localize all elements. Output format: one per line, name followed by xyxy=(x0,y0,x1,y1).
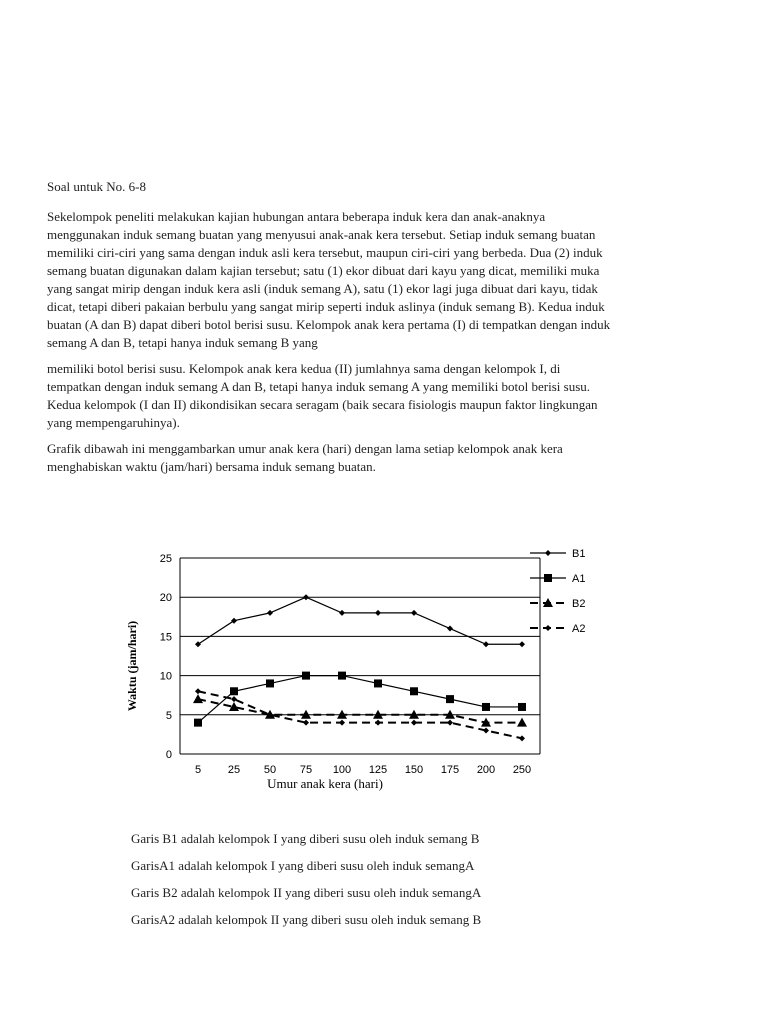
data-point-a2 xyxy=(447,720,453,726)
data-point-b1 xyxy=(519,641,525,647)
note-a2: GarisA2 adalah kelompok II yang diberi susu oleh induk semang B xyxy=(131,912,482,927)
paragraph-line: semang buatan digunakan dalam kajian tersebut; satu (1) ekor dibuat dari kayu yang dicat, memiliki muka xyxy=(47,263,600,278)
data-point-a2 xyxy=(339,720,345,726)
data-point-a1 xyxy=(446,695,454,703)
y-tick-label: 5 xyxy=(165,709,172,722)
data-point-a1 xyxy=(194,719,202,727)
paragraph-line: dicat, tetapi diberi pakaian berbulu yang sangat mirip seperti induk aslinya (induk semang B). Kedua induk xyxy=(47,299,605,314)
data-point-b1 xyxy=(267,610,273,616)
data-point-a2 xyxy=(411,720,417,726)
data-point-a1 xyxy=(518,703,526,711)
y-axis-label: Waktu (jam/hari) xyxy=(125,620,139,712)
x-tick-label: 175 xyxy=(440,764,460,776)
x-tick-label: 25 xyxy=(227,764,241,776)
data-point-a1 xyxy=(410,687,418,695)
data-point-b2 xyxy=(193,694,203,703)
data-point-a2 xyxy=(231,696,237,702)
paragraph-line: Grafik dibawah ini menggambarkan umur anak kera (hari) dengan lama setiap kelompok anak kera xyxy=(47,441,563,456)
data-point-b2 xyxy=(517,718,527,727)
paragraph-line: buatan (A dan B) dapat diberi botol berisi susu. Kelompok anak kera pertama (I) di tempatkan dengan induk xyxy=(47,317,611,332)
data-point-b1 xyxy=(303,594,309,600)
paragraph-line: yang sangat mirip dengan induk kera asli (induk semang A), satu (1) ekor lagi juga dibuat dari kayu, tidak xyxy=(47,281,598,296)
x-tick-label: 250 xyxy=(512,764,532,776)
data-point-a1 xyxy=(374,679,382,687)
data-point-b1 xyxy=(447,626,453,632)
data-point-b1 xyxy=(483,641,489,647)
legend-label-b2: B2 xyxy=(572,598,586,610)
data-point-b1 xyxy=(195,641,201,647)
paragraph-line: menggunakan induk semang buatan yang menyusui anak-anak kera tersebut. Setiap induk semang buatan xyxy=(47,227,596,242)
series-line-b2 xyxy=(198,699,522,723)
y-tick-label: 0 xyxy=(165,749,172,761)
legend-marker-a2 xyxy=(545,625,551,631)
x-tick-label: 5 xyxy=(194,764,202,776)
paragraph-line: menghabiskan waktu (jam/hari) bersama induk semang buatan. xyxy=(47,459,376,474)
paragraph-line: tempatkan dengan induk semang A dan B, tetapi hanya induk semang A yang memiliki botol berisi susu. xyxy=(47,379,591,394)
y-tick-label: 20 xyxy=(159,592,172,605)
graph-intro-paragraph xyxy=(47,440,717,476)
note-b2: Garis B2 adalah kelompok II yang diberi susu oleh induk semangA xyxy=(131,885,482,900)
x-tick-label: 100 xyxy=(332,764,352,776)
x-tick-label: 200 xyxy=(476,764,496,776)
data-point-a2 xyxy=(303,720,309,726)
x-tick-label: 50 xyxy=(263,764,277,776)
chart-legend xyxy=(530,548,585,635)
note-b1: Garis B1 adalah kelompok I yang diberi susu oleh induk semang B xyxy=(131,831,480,846)
legend-marker-a1 xyxy=(544,574,552,582)
y-tick-label: 15 xyxy=(159,631,172,644)
line-chart xyxy=(110,535,610,805)
data-point-a2 xyxy=(195,688,201,694)
paragraph-line: Kedua kelompok (I dan II) dikondisikan secara seragam (baik secara fisiologis maupun faktor lingkungan xyxy=(47,397,598,412)
chart-series xyxy=(193,594,527,741)
data-point-b1 xyxy=(231,618,237,624)
intro-paragraph xyxy=(47,208,717,352)
legend-label-b1: B1 xyxy=(572,548,586,560)
series-line-b1 xyxy=(198,597,522,644)
x-tick-label: 75 xyxy=(299,764,313,776)
legend-marker-b1 xyxy=(545,550,551,556)
group-description-paragraph xyxy=(47,360,717,432)
paragraph-line: Sekelompok peneliti melakukan kajian hubungan antara beberapa induk kera dan anak-anaknya xyxy=(47,209,546,224)
data-point-a1 xyxy=(266,679,274,687)
data-point-b1 xyxy=(375,610,381,616)
x-tick-label: 125 xyxy=(368,764,388,776)
data-point-a1 xyxy=(230,687,238,695)
chart-axes xyxy=(125,553,540,791)
data-point-a1 xyxy=(302,672,310,680)
data-point-a1 xyxy=(338,672,346,680)
line-legend-notes xyxy=(131,830,481,938)
paragraph-line: memiliki ciri-ciri yang sama dengan induk asli kera tersebut, maupun ciri-ciri yang berbeda. Dua (2) induk xyxy=(47,245,603,260)
data-point-a2 xyxy=(483,727,489,733)
data-point-b1 xyxy=(339,610,345,616)
y-tick-label: 10 xyxy=(159,670,172,683)
data-point-a2 xyxy=(375,720,381,726)
x-axis-label: Umur anak kera (hari) xyxy=(267,776,383,791)
data-point-a1 xyxy=(482,703,490,711)
paragraph-line: semang A dan B, tetapi hanya induk semang B yang xyxy=(47,335,318,350)
data-point-a2 xyxy=(519,735,525,741)
question-heading: Soal untuk No. 6-8 xyxy=(47,179,146,194)
x-tick-label: 150 xyxy=(404,764,424,776)
paragraph-line: memiliki botol berisi susu. Kelompok anak kera kedua (II) jumlahnya sama dengan kelompok I, di xyxy=(47,361,561,376)
paragraph-line: yang mempengaruhinya). xyxy=(47,415,180,430)
y-tick-label: 25 xyxy=(159,553,172,565)
legend-label-a2: A2 xyxy=(572,623,586,635)
note-a1: GarisA1 adalah kelompok I yang diberi susu oleh induk semangA xyxy=(131,858,475,873)
legend-label-a1: A1 xyxy=(572,573,586,585)
data-point-b1 xyxy=(411,610,417,616)
